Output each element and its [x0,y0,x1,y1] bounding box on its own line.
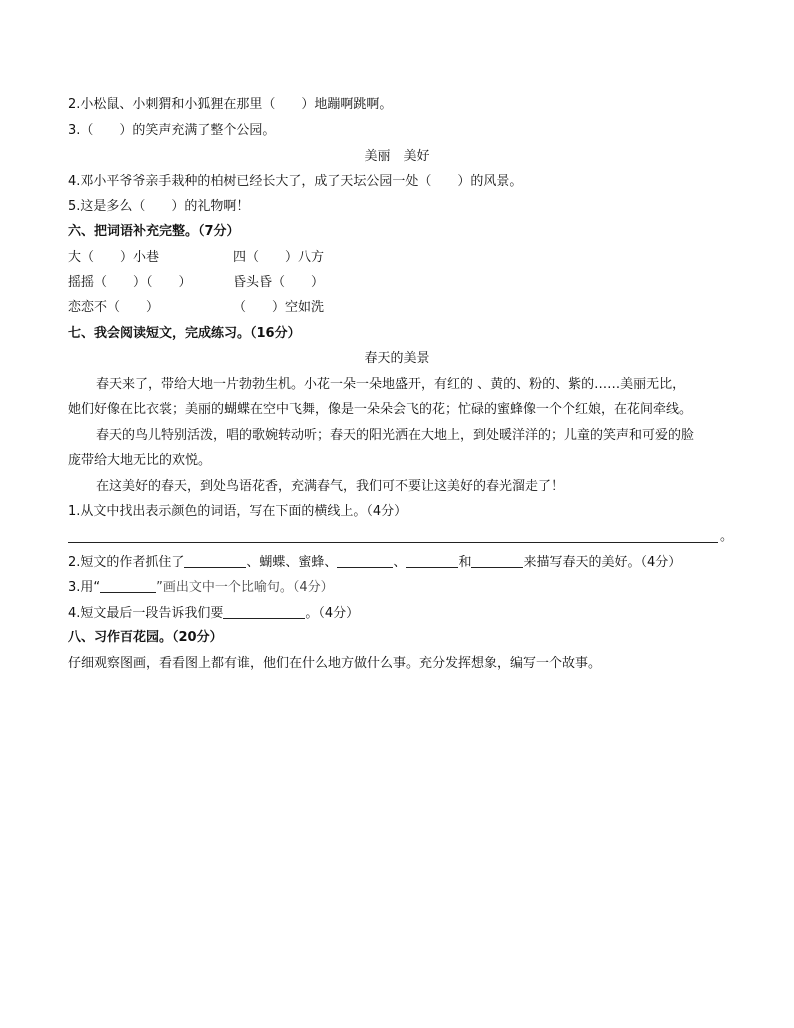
question-7-2 [68,553,681,572]
passage-paragraph-1-cont: 她们好像在比衣裳；美丽的蝴蝶在空中飞舞，像是一朵朵会飞的花；忙碌的蜜蜂像一个个红娘，在花间牵线。 [68,402,693,417]
question-7-2-part: 2.短文的作者抓住了 [68,555,185,570]
passage-title: 春天的美景 [364,351,430,366]
idiom-item: 摇摇（ ）（ ） [68,275,192,290]
question-5-3: 3.（ ）的笑声充满了整个公园。 [68,123,276,138]
question-7-2-part: 来描写春天的美好。（4分） [523,555,682,570]
question-5-2: 2.小松鼠、小刺猬和小狐狸在那里（ ）地蹦啊跳啊。 [68,97,393,112]
passage-paragraph-2: 春天的鸟儿特别活泼，唱的歌婉转动听；春天的阳光洒在大地上，到处暖洋洋的；儿童的笑声和可爱的脸 [96,428,695,443]
section-8-title: 八、习作百花园。（20分） [68,630,223,645]
idiom-item: 大（ ）小巷 [68,250,160,265]
question-7-4-part: 。（4分） [305,606,360,621]
passage-paragraph-2-cont: 庞带给大地无比的欢悦。 [68,453,212,468]
question-7-3-part: ”画出文中一个比喻句。（4分） [156,580,334,595]
question-7-3 [68,578,334,597]
idiom-item: 恋恋不（ ） [68,300,160,315]
question-7-2-part: 、蝴蝶、蜜蜂、 [246,555,338,570]
answer-blank[interactable] [100,578,156,593]
answer-blank[interactable] [337,553,393,568]
idiom-item: 四（ ）八方 [233,250,325,265]
answer-line[interactable] [68,542,718,543]
word-choices: 美丽 美好 [364,149,430,164]
answer-blank[interactable] [471,553,523,568]
section-6-title: 六、把词语补充完整。（7分） [68,224,240,239]
question-5-4: 4.邓小平爷爷亲手栽种的柏树已经长大了，成了天坛公园一处（ ）的风景。 [68,174,523,189]
answer-blank[interactable] [223,604,305,619]
idiom-item: （ ）空如洗 [233,300,325,315]
question-7-1: 1.从文中找出表示颜色的词语，写在下面的横线上。（4分） [68,504,408,519]
passage-paragraph-3: 在这美好的春天，到处鸟语花香，充满春气，我们可不要让这美好的春光溜走了！ [96,479,565,494]
answer-blank[interactable] [184,553,246,568]
question-7-4-part: 4.短文最后一段告诉我们要 [68,606,224,621]
writing-prompt: 仔细观察图画，看看图上都有谁，他们在什么地方做什么事。充分发挥想象，编写一个故事。 [68,656,602,671]
question-7-3-part: 3.用“ [68,580,101,595]
passage-paragraph-1: 春天来了，带给大地一片勃勃生机。小花一朵一朵地盛开，有红的 、黄的、粉的、紫的……美丽无比， [96,377,686,392]
question-7-2-part: 和 [458,555,472,570]
idiom-item: 昏头昏（ ） [233,275,325,290]
answer-blank[interactable] [406,553,458,568]
question-7-2-part: 、 [393,555,407,570]
question-7-4 [68,604,359,623]
question-5-5: 5.这是多么（ ）的礼物啊！ [68,199,250,214]
section-7-title: 七、我会阅读短文，完成练习。（16分） [68,326,301,341]
answer-line-period: 。 [720,529,734,544]
